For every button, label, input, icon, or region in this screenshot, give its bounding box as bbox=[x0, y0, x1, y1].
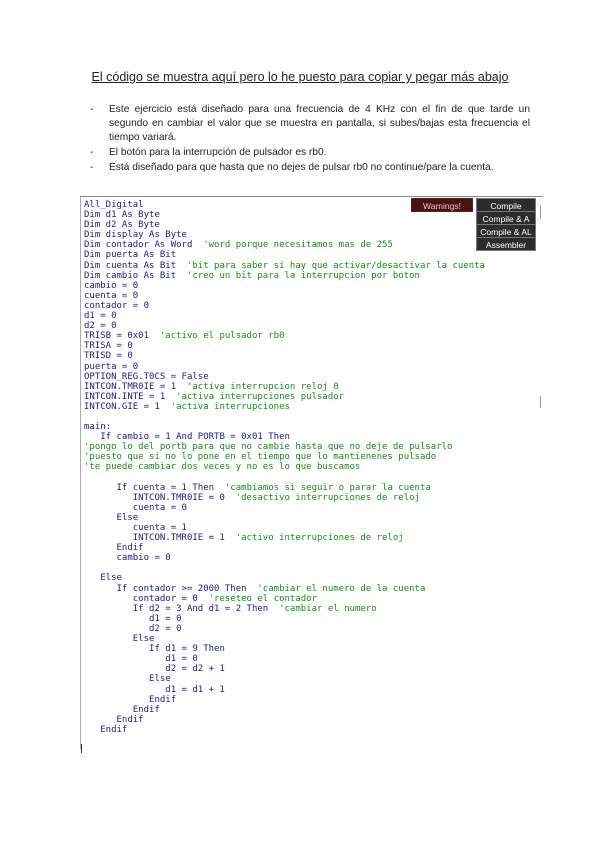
code-text: Endif bbox=[84, 724, 128, 735]
code-text: INTCON.TMR0IE = 1 bbox=[84, 381, 187, 392]
code-comment: 'activo el pulsador rb0 bbox=[159, 331, 285, 342]
code-line[interactable] bbox=[84, 634, 485, 644]
code-text: Dim contador As Word bbox=[84, 240, 204, 251]
code-line[interactable] bbox=[84, 311, 485, 321]
bullet-list bbox=[90, 103, 530, 176]
code-text: Dim puerta As Bit bbox=[84, 250, 177, 261]
code-comment: 'activa interrupciones pulsador bbox=[176, 391, 345, 402]
code-text: OPTION_REG.T0CS = False bbox=[84, 371, 209, 382]
code-text: If cambio = 1 And PORTB = 0x01 Then bbox=[84, 432, 290, 443]
code-comment: 'pongo lo del portb para que no cambie hasta que no deje de pulsarlo bbox=[84, 442, 453, 453]
warnings-button[interactable]: Warnings! bbox=[411, 198, 473, 212]
code-comment: 'puesto que si no lo pone en el tiempo que lo mantienenes pulsado bbox=[84, 452, 437, 463]
code-text: INTCON.GIE = 1 bbox=[84, 401, 171, 412]
code-comment: 'bit para saber si hay que activar/desactivar la cuenta bbox=[186, 260, 485, 271]
code-line[interactable] bbox=[84, 473, 485, 483]
code-text: Dim d1 As Byte bbox=[84, 210, 160, 221]
code-text: Dim d2 As Byte bbox=[84, 220, 160, 231]
bullet-marker: - bbox=[90, 147, 94, 158]
code-text: If d2 = 3 And d1 = 2 Then bbox=[84, 603, 280, 614]
code-line[interactable] bbox=[84, 705, 485, 715]
assembler-button[interactable]: Assembler bbox=[476, 237, 536, 251]
bullet-text: Este ejercicio está diseñado para una frecuencia de 4 KHz con el fin de que tarde un segundo en cambiar el valor que se muestra en pantalla, si subes/bajas esta frecuencia el tiempo variará. bbox=[109, 104, 530, 143]
code-comment: 'cambiar el numero de la cuenta bbox=[257, 583, 426, 594]
compile-and-al-button[interactable]: Compile & AL bbox=[476, 224, 536, 238]
code-line[interactable] bbox=[84, 563, 485, 573]
code-line[interactable] bbox=[84, 351, 485, 361]
code-line[interactable] bbox=[84, 291, 485, 301]
compile-and-a-button[interactable]: Compile & A bbox=[476, 211, 536, 225]
code-text: d1 = 0 bbox=[84, 654, 198, 665]
bullet-marker: - bbox=[90, 104, 94, 115]
code-text: Else bbox=[84, 634, 155, 645]
code-line[interactable] bbox=[84, 553, 485, 563]
code-line[interactable] bbox=[84, 493, 485, 503]
code-text: Dim display As Byte bbox=[84, 230, 187, 241]
code-text: INTCON.TMR0IE = 0 bbox=[84, 492, 236, 503]
code-text: Endif bbox=[84, 543, 144, 554]
code-line[interactable] bbox=[84, 695, 485, 705]
code-comment: 'te puede cambiar dos veces y no es lo que buscamos bbox=[84, 462, 361, 473]
compile-button[interactable]: Compile bbox=[476, 198, 536, 212]
code-line[interactable] bbox=[84, 533, 485, 543]
code-text: d1 = d1 + 1 bbox=[84, 684, 225, 695]
code-text: cambio = 0 bbox=[84, 553, 171, 564]
code-text: d1 = 0 bbox=[84, 613, 182, 624]
code-text: TRISD = 0 bbox=[84, 351, 133, 362]
code-text: If cuenta = 1 Then bbox=[84, 482, 225, 493]
code-line[interactable] bbox=[84, 442, 485, 452]
code-line[interactable] bbox=[84, 362, 485, 372]
code-line[interactable] bbox=[84, 604, 485, 614]
code-text: All_Digital bbox=[84, 200, 144, 210]
code-comment: 'cambiamos si seguir o parar la cuenta bbox=[224, 482, 431, 493]
code-line[interactable] bbox=[84, 321, 485, 331]
code-line[interactable] bbox=[84, 392, 485, 402]
code-line[interactable] bbox=[84, 573, 485, 583]
code-line[interactable] bbox=[84, 240, 485, 250]
code-line[interactable] bbox=[84, 483, 485, 493]
code-line[interactable] bbox=[84, 644, 485, 654]
code-line[interactable] bbox=[84, 543, 485, 553]
code-text: Dim cambio As Bit bbox=[84, 270, 187, 281]
code-text: d1 = 0 bbox=[84, 311, 117, 322]
code-editor[interactable] bbox=[80, 196, 543, 749]
code-line[interactable] bbox=[84, 382, 485, 392]
code-text: Dim cuenta As Bit bbox=[84, 260, 187, 271]
code-text: INTCON.TMR0IE = 1 bbox=[84, 533, 236, 544]
code-listing[interactable] bbox=[84, 200, 485, 735]
code-text: Else bbox=[84, 674, 171, 685]
code-text: TRISA = 0 bbox=[84, 341, 133, 352]
scrollbar-mark bbox=[540, 396, 541, 408]
code-text: contador = 0 bbox=[84, 593, 209, 604]
code-text: cambio = 0 bbox=[84, 280, 139, 291]
code-comment: 'reseteo el contador bbox=[208, 593, 317, 604]
bullet-text: El botón para la interrupción de pulsador es rb0. bbox=[109, 147, 327, 158]
code-line[interactable] bbox=[84, 654, 485, 664]
code-line[interactable] bbox=[84, 422, 485, 432]
code-line[interactable] bbox=[84, 250, 485, 260]
scrollbar-mark bbox=[540, 205, 541, 219]
code-line[interactable] bbox=[84, 614, 485, 624]
code-comment: 'activa interrupcion reloj 0 bbox=[186, 381, 339, 392]
code-text: Endif bbox=[84, 704, 160, 715]
code-line[interactable] bbox=[84, 584, 485, 594]
code-line[interactable] bbox=[84, 271, 485, 281]
code-text: TRISB = 0x01 bbox=[84, 331, 160, 342]
code-line[interactable] bbox=[84, 725, 485, 735]
bullet-item bbox=[90, 103, 530, 145]
code-line[interactable] bbox=[84, 523, 485, 533]
code-line[interactable] bbox=[84, 674, 485, 684]
code-comment: 'creo un bit para la interrupcion por boton bbox=[186, 270, 420, 281]
code-text: Endif bbox=[84, 714, 144, 725]
code-line[interactable] bbox=[84, 462, 485, 472]
code-text: INTCON.INTE = 1 bbox=[84, 391, 177, 402]
code-comment: 'desactivo interrupciones de reloj bbox=[235, 492, 420, 503]
code-line[interactable] bbox=[84, 715, 485, 725]
text-cursor bbox=[81, 744, 82, 753]
code-line[interactable] bbox=[84, 503, 485, 513]
bullet-marker: - bbox=[90, 162, 94, 173]
code-text: d2 = 0 bbox=[84, 623, 182, 634]
code-line[interactable] bbox=[84, 301, 485, 311]
code-line[interactable] bbox=[84, 664, 485, 674]
code-text: Endif bbox=[84, 694, 177, 705]
bullet-item bbox=[90, 161, 530, 175]
code-text: contador = 0 bbox=[84, 300, 150, 311]
code-line[interactable] bbox=[84, 412, 485, 422]
code-comment: 'activa interrupciones bbox=[170, 401, 290, 412]
code-text: cuenta = 0 bbox=[84, 502, 187, 513]
code-text: d2 = d2 + 1 bbox=[84, 664, 225, 675]
bullet-text: Está diseñado para que hasta que no dejes de pulsar rb0 no continue/pare la cuenta. bbox=[109, 162, 494, 173]
code-line[interactable] bbox=[84, 341, 485, 351]
code-text: If contador >= 2000 Then bbox=[84, 583, 258, 594]
code-line[interactable] bbox=[84, 230, 485, 240]
code-text: Else bbox=[84, 512, 139, 523]
code-line[interactable] bbox=[84, 281, 485, 291]
code-line[interactable] bbox=[84, 513, 485, 523]
code-text: Else bbox=[84, 573, 122, 584]
code-comment: 'cambiar el numero bbox=[279, 603, 377, 614]
bullet-item bbox=[90, 146, 530, 160]
code-line[interactable] bbox=[84, 594, 485, 604]
code-line[interactable] bbox=[84, 331, 485, 341]
code-line[interactable] bbox=[84, 624, 485, 634]
code-line[interactable] bbox=[84, 372, 485, 382]
code-line[interactable] bbox=[84, 261, 485, 271]
code-comment: 'activo interrupciones de reloj bbox=[235, 533, 404, 544]
code-line[interactable] bbox=[84, 402, 485, 412]
code-line[interactable] bbox=[84, 452, 485, 462]
code-line[interactable] bbox=[84, 220, 485, 230]
code-text: main: bbox=[84, 422, 112, 433]
code-line[interactable] bbox=[84, 685, 485, 695]
code-line[interactable] bbox=[84, 432, 485, 442]
code-text: cuenta = 0 bbox=[84, 290, 139, 301]
code-text: d2 = 0 bbox=[84, 321, 117, 332]
code-text: puerta = 0 bbox=[84, 361, 139, 372]
code-text: If d1 = 9 Then bbox=[84, 644, 225, 655]
code-text: cuenta = 1 bbox=[84, 523, 187, 533]
page-title: El código se muestra aquí pero lo he puesto para copiar y pegar más abajo bbox=[91, 70, 509, 84]
code-comment: 'word porque necesitamos mas de 255 bbox=[203, 240, 393, 251]
